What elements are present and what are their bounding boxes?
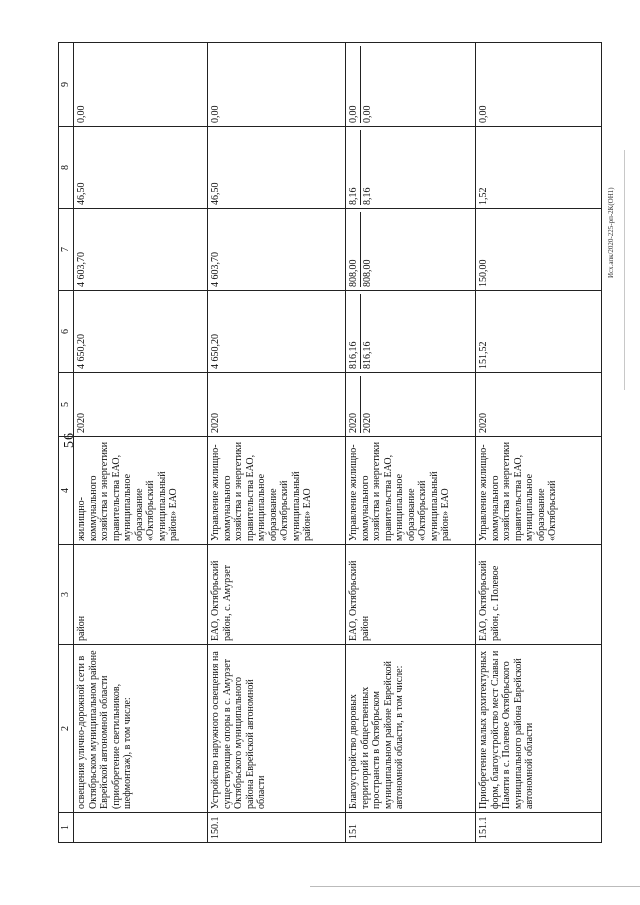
row-year-cell xyxy=(346,373,476,437)
row-value-8: 1,52 xyxy=(476,127,602,209)
row-value-9: 0,00 xyxy=(74,43,208,127)
row-number: 151.1 xyxy=(476,813,602,843)
column-header: 7 xyxy=(59,209,74,291)
row-value-9: 0,00 xyxy=(348,46,361,123)
row-value-7: 4 603,70 xyxy=(208,209,346,291)
row-value-9-cell xyxy=(346,43,476,127)
row-location: ЕАО, Октябрьский район, с. Амурзет xyxy=(208,545,346,645)
row-name: Приобретение малых архитектурных форм, благоустройство мест Славы и Памяти в с. Полевое Октябрьского муниципального района Еврейской автономной области xyxy=(476,645,602,813)
table-row xyxy=(476,43,602,843)
column-header: 2 xyxy=(59,645,74,813)
program-table xyxy=(58,42,602,843)
row-value-9: 0,00 xyxy=(208,43,346,127)
table-header-row xyxy=(59,43,74,843)
row-value-8-cell xyxy=(346,127,476,209)
row-name: освещения улично-дорожной сети в Октябрьском муниципальном районе Еврейской автономной области (приобретение светильников, шефмонтаж), в том числе: xyxy=(74,645,208,813)
row-value-6-sub: 816,16 xyxy=(361,341,373,369)
column-header: 1 xyxy=(59,813,74,843)
column-header: 3 xyxy=(59,545,74,645)
row-value-8: 46,50 xyxy=(208,127,346,209)
row-value-6: 151,52 xyxy=(476,291,602,373)
document-stamp: Исх.апк/2020-225-рп-2К(ОН1) xyxy=(607,187,615,278)
column-header: 9 xyxy=(59,43,74,127)
row-value-7: 808,00 xyxy=(348,212,361,287)
row-year: 2020 xyxy=(74,373,208,437)
row-value-6: 4 650,20 xyxy=(208,291,346,373)
table-row xyxy=(346,43,476,843)
row-location: ЕАО, Октябрьский район, с. Полевое xyxy=(476,545,602,645)
row-value-6: 816,16 xyxy=(348,294,361,369)
row-location: ЕАО, Октябрьский район xyxy=(346,545,476,645)
column-header: 8 xyxy=(59,127,74,209)
row-value-8: 8,16 xyxy=(348,130,361,205)
column-header: 6 xyxy=(59,291,74,373)
column-header: 5 xyxy=(59,373,74,437)
row-year-sub: 2020 xyxy=(361,413,373,433)
row-value-7-cell xyxy=(346,209,476,291)
row-year: 2020 xyxy=(208,373,346,437)
column-header: 4 xyxy=(59,437,74,545)
row-executor: Управление жилищно-коммунального хозяйства и энергетики правительства ЕАО, муниципальное образование «Октябрьский муниципальный район» ЕАО xyxy=(346,437,476,545)
row-executor: Управление жилищно-коммунального хозяйства и энергетики правительства ЕАО, муниципальное образование «Октябрьский xyxy=(476,437,602,545)
row-value-7-sub: 808,00 xyxy=(361,259,373,287)
row-value-6: 4 650,20 xyxy=(74,291,208,373)
row-executor: Управление жилищно-коммунального хозяйства и энергетики правительства ЕАО, муниципальное образование «Октябрьский муниципальный район» ЕАО xyxy=(208,437,346,545)
row-year: 2020 xyxy=(476,373,602,437)
scan-edge-line xyxy=(624,150,625,390)
row-number: 151 xyxy=(346,813,476,843)
row-value-6-cell xyxy=(346,291,476,373)
row-value-9: 0,00 xyxy=(476,43,602,127)
row-executor: жилищно-коммунального хозяйства и энергетики правительства ЕАО, муниципальное образование «Октябрьский муниципальный район» ЕАО xyxy=(74,437,208,545)
rotated-page-content xyxy=(58,43,604,843)
row-year: 2020 xyxy=(348,376,361,433)
page-number: 56 xyxy=(62,432,77,448)
row-value-8: 46,50 xyxy=(74,127,208,209)
table-row xyxy=(208,43,346,843)
row-name: Благоустройство дворовых территорий и общественных пространств в Октябрьском муниципальном районе Еврейской автономной области, в том числе: xyxy=(346,645,476,813)
row-location: район xyxy=(74,545,208,645)
row-value-7: 150,00 xyxy=(476,209,602,291)
row-value-8-sub: 8,16 xyxy=(361,187,373,205)
row-value-9-sub: 0,00 xyxy=(361,105,373,123)
row-name: Устройство наружного освещения на существующие опоры в с. Амурзет Октябрьского муниципального района Еврейской автономной области xyxy=(208,645,346,813)
row-number: 150.1 xyxy=(208,813,346,843)
scan-edge-line xyxy=(310,886,640,887)
table-row xyxy=(74,43,208,843)
row-number xyxy=(74,813,208,843)
row-value-7: 4 603,70 xyxy=(74,209,208,291)
